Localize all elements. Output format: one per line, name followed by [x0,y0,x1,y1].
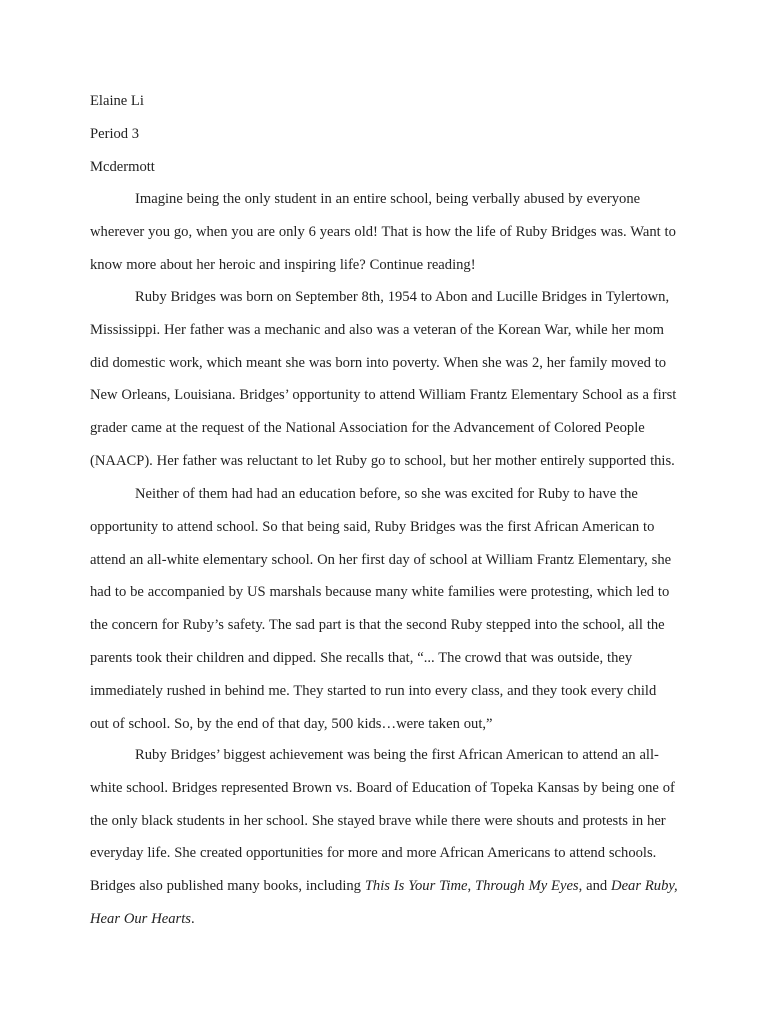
paragraph-achievements [90,739,678,936]
author-name: Elaine Li [90,93,144,109]
paragraph-intro: Imagine being the only student in an entire school, being verbally abused by everyone wherever you go, when you are only 6 years old! That is how the life of Ruby Bridges was. Want to know more about her heroic and inspiring life? Continue reading! [90,191,676,273]
teacher-name: Mcdermott [90,159,155,175]
paragraph-early-life: Ruby Bridges was born on September 8th, 1954 to Abon and Lucille Bridges in Tylertown, Mississippi. Her father was a mechanic and also was a veteran of the Korean War, while her mom did domestic work, which meant she was born into poverty. When she was 2, her family moved to New Orleans, Louisiana. Bridges’ opportunity to attend William Frantz Elementary School as a first grader came at the request of the National Association for the Advancement of Colored People (NAACP). Her father was reluctant to let Ruby go to school, but her mother entirely supported this. [90,289,677,469]
separator-1: , [467,878,475,895]
sentence-end: . [190,910,195,927]
book-title-2: Through My Eyes [474,878,579,895]
separator-2: , and [578,878,612,895]
achievements-text: Ruby Bridges’ biggest achievement was being the first African American to attend an all-white school. Bridges represented Brown vs. Board of Education of Topeka Kansas by being one of the only black students in her school. She stayed brave while there were shouts and protests in her everyday life. She created opportunities for more and more African Americans to attend schools. Bridges also published many books, including [90,747,675,895]
class-period: Period 3 [90,126,140,142]
book-title-1: This Is Your Time [364,878,468,895]
book-title-3: Dear Ruby, Hear Our Hearts [90,878,678,927]
paragraph-first-day: Neither of them had had an education before, so she was excited for Ruby to have the opportunity to attend school. So that being said, Ruby Bridges was the first African American to attend an all-white elementary school. On her first day of school at William Frantz Elementary, she had to be accompanied by US marshals because many white families were protesting, which led to the concern for Ruby’s safety. The sad part is that the second Ruby stepped into the school, all the parents took their children and dipped. She recalls that, “... The crowd that was outside, they immediately rushed in behind me. They started to run into every class, and they took every child out of school. So, by the end of that day, 500 kids…were taken out,” [90,486,672,732]
